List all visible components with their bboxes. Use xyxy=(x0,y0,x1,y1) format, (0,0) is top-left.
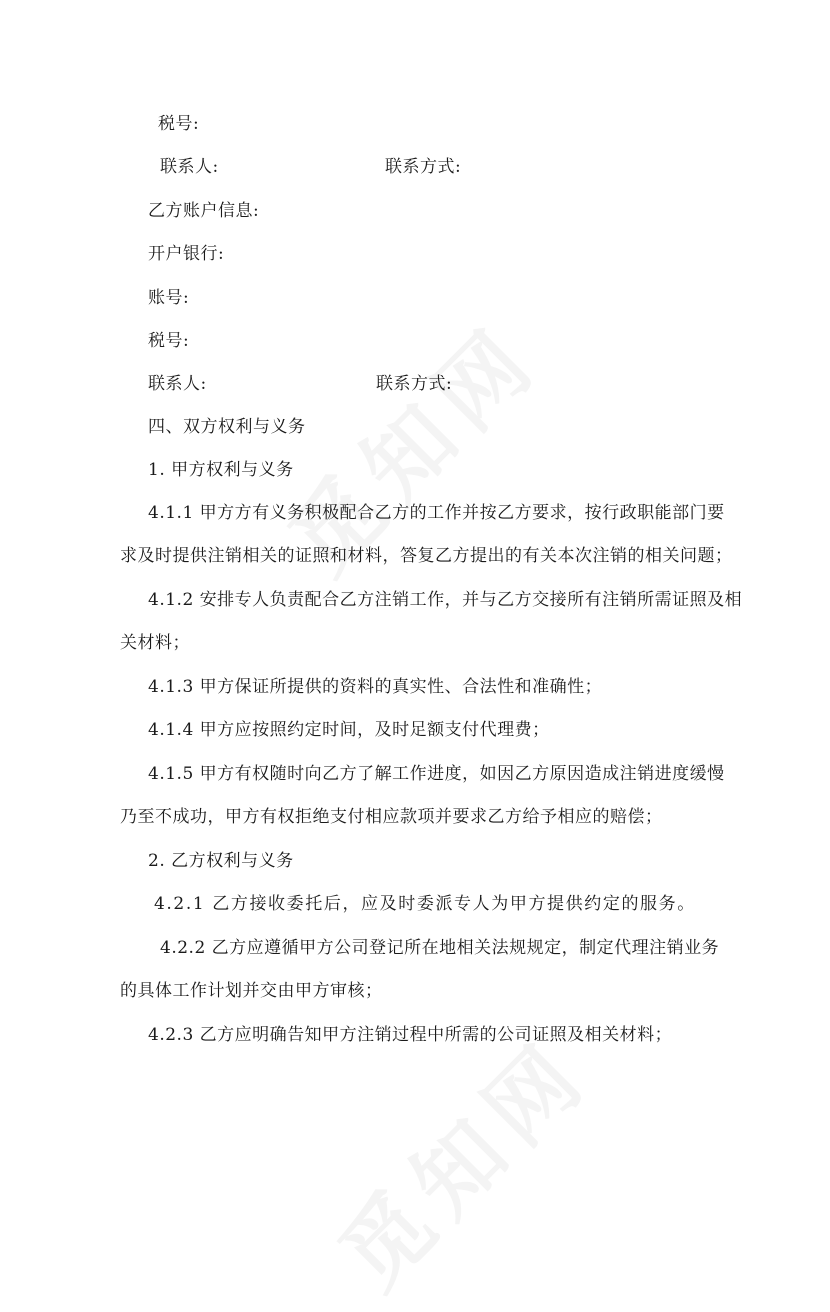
party-b-account-no-label: 账号: xyxy=(148,288,190,308)
clause-4-1-5-line-2: 乃至不成功，甲方有权拒绝支付相应款项并要求乙方给予相应的赔偿； xyxy=(120,807,663,827)
party-b-tax-no-label: 税号: xyxy=(148,331,190,351)
clause-4-1-4: 4.1.4 甲方应按照约定时间，及时足额支付代理费； xyxy=(148,720,550,740)
party-b-account-info-label: 乙方账户信息: xyxy=(148,201,260,221)
clause-4-1-3: 4.1.3 甲方保证所提供的资料的真实性、合法性和准确性； xyxy=(148,677,603,697)
section-4-heading: 四、双方权利与义务 xyxy=(148,417,306,437)
clause-4-1-5-line-1: 4.1.5 甲方有权随时向乙方了解工作进度，如因乙方原因造成注销进度缓慢 xyxy=(148,764,725,784)
clause-4-2-2-line-2: 的具体工作计划并交由甲方审核； xyxy=(120,981,383,1001)
party-a-contact-method-label: 联系方式: xyxy=(385,157,462,177)
party-b-bank-label: 开户银行: xyxy=(148,244,225,264)
clause-4-2-1: 4.2.1 乙方接收委托后，应及时委派专人为甲方提供约定的服务。 xyxy=(154,894,696,914)
party-a-rights-heading: 1. 甲方权利与义务 xyxy=(148,460,294,480)
party-a-contact-person-label: 联系人: xyxy=(160,157,219,177)
clause-4-2-2-line-1: 4.2.2 乙方应遵循甲方公司登记所在地相关法规规定，制定代理注销业务 xyxy=(160,938,720,958)
party-b-contact-method-label: 联系方式: xyxy=(376,374,453,394)
clause-4-2-3: 4.2.3 乙方应明确告知甲方注销过程中所需的公司证照及相关材料； xyxy=(148,1025,673,1045)
clause-4-1-2-line-2: 关材料； xyxy=(120,633,190,653)
party-b-rights-heading: 2. 乙方权利与义务 xyxy=(148,851,294,871)
clause-4-1-1-line-2: 求及时提供注销相关的证照和材料，答复乙方提出的有关本次注销的相关问题； xyxy=(120,546,733,566)
watermark xyxy=(257,267,582,592)
clause-4-1-2-line-1: 4.1.2 安排专人负责配合乙方注销工作，并与乙方交接所有注销所需证照及相 xyxy=(148,590,743,610)
party-a-tax-no-label: 税号: xyxy=(158,114,200,134)
party-b-contact-person-label: 联系人: xyxy=(148,374,207,394)
clause-4-1-1-line-1: 4.1.1 甲方方有义务积极配合乙方的工作并按乙方要求，按行政职能部门要 xyxy=(148,503,725,523)
